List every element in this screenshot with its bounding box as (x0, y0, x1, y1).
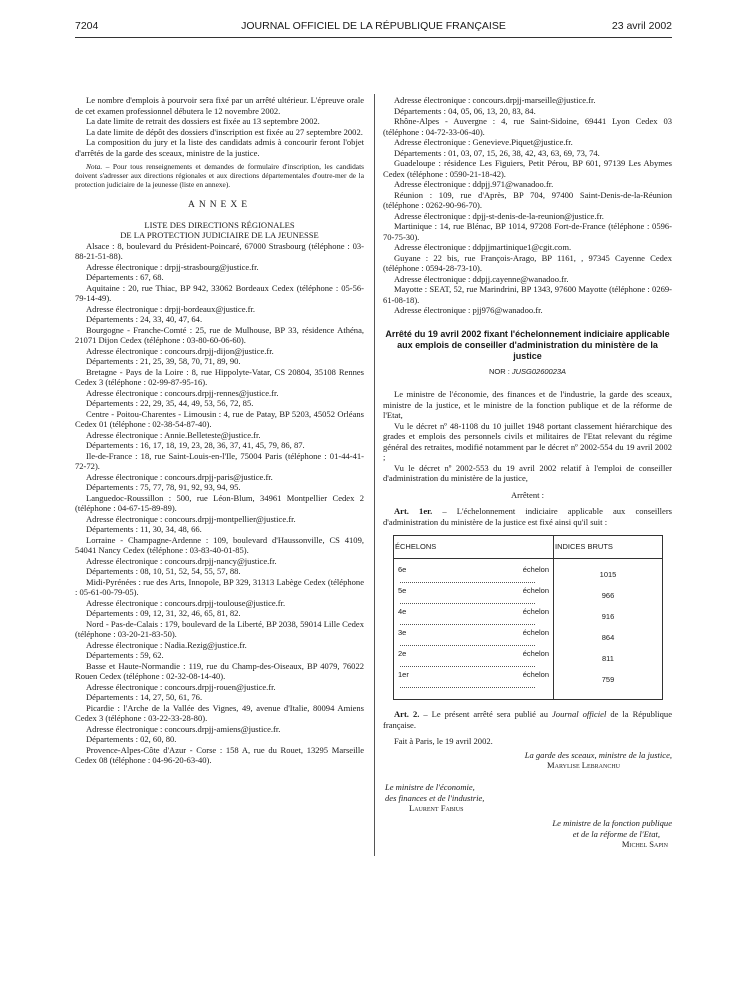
article-2 (383, 709, 672, 730)
region-email: Adresse électronique : concours.drpjj-dijon@justice.fr. (86, 345, 274, 356)
region-address: Lorraine - Champagne-Ardenne : 109, boulevard d'Haussonville, CS 4109, 54041 Nancy Cedex (téléphone : 03-83-40-01-85). (75, 534, 364, 555)
region-departments: Départements : 01, 03, 07, 15, 26, 38, 42, 43, 63, 69, 73, 74. (394, 147, 600, 158)
region-email: Adresse électronique : concours.drpjj-toulouse@justice.fr. (86, 597, 286, 608)
table-row (394, 586, 663, 607)
region-departments: Départements : 14, 27, 50, 61, 76. (86, 692, 203, 702)
region-departments: Départements : 59, 62. (86, 650, 164, 660)
indice-cell: 1015 (554, 559, 663, 587)
region-departments: Départements : 04, 05, 06, 13, 20, 83, 84. (394, 105, 536, 116)
region-address: Basse et Haute-Normandie : 119, rue du Champ-des-Oiseaux, BP 4079, 76022 Rouen Cedex (téléphone : 02-32-08-14-40). (75, 660, 364, 681)
echelon-cell (394, 628, 554, 649)
nota-text: – Pour tous renseignements et demandes de formulaire d'inscription, les candidats doivent s'adresser aux directions régionales et aux directions départementales d'outre-mer de la protection judiciaire de la jeunesse (liste en annexe). (75, 162, 364, 189)
region-address: Aquitaine : 20, rue Thiac, BP 942, 33062 Bordeaux Cedex (téléphone : 05-56-79-14-49). (75, 282, 364, 303)
col-header-echelons: ÉCHELONS (394, 536, 554, 559)
page-header (75, 20, 672, 34)
leader-dots (400, 639, 535, 646)
right-column (383, 95, 672, 771)
journal-title: JOURNAL OFFICIEL DE LA RÉPUBLIQUE FRANÇAISE (241, 20, 506, 32)
region-list (75, 241, 364, 745)
region-departments: Départements : 02, 60, 80. (86, 734, 177, 744)
region-address: Centre - Poitou-Charentes - Limousin : 4, rue de Patay, BP 5203, 45052 Orléans Cedex 01 (téléphone : 02-38-54-87-40). (75, 408, 364, 429)
echelon-label: 3e échelon (398, 628, 549, 637)
echelon-label: 6e échelon (398, 565, 549, 574)
column-divider (374, 94, 375, 856)
signatory-3-title-2: et de la réforme de l'Etat, (572, 828, 660, 839)
signatory-2-name: Laurent Fabius (409, 803, 464, 813)
indice-cell: 864 (554, 628, 663, 649)
echelon-cell (394, 607, 554, 628)
nor-reference (383, 367, 672, 378)
region-email: Adresse électronique : drpjj-bordeaux@justice.fr. (86, 303, 256, 314)
overseas-address: Guadeloupe : résidence Les Figuiers, Petit Pérou, BP 601, 97139 Les Abymes Cedex (téléphone : 0590-21-18-42). (383, 158, 672, 179)
decree-title: Arrêté du 19 avril 2002 fixant l'échelonnement indiciaire applicable aux emplois de conseiller d'administration du ministère de la justice (385, 328, 670, 361)
annexe-heading: ANNEXE (187, 200, 252, 210)
article-1-text: – L'échelonnement indiciaire applicable aux conseillers d'administration du ministère de la justice est fixé ainsi qu'il suit : (383, 506, 672, 527)
article-1-label: Art. 1er. (394, 506, 433, 516)
region-address: Provence-Alpes-Côte d'Azur - Corse : 158 A, rue du Rouet, 13295 Marseille Cedex 08 (téléphone : 04-96-20-63-40). (75, 744, 364, 765)
region-email: Adresse électronique : Genevieve.Piquet@justice.fr. (394, 137, 573, 147)
article-2-label: Art. 2. (394, 709, 420, 719)
signatory-1-name: Marylise Lebranchu (547, 760, 620, 770)
echelon-table (393, 535, 663, 700)
preamble: Le ministre de l'économie, des finances et de l'industrie, la garde des sceaux, ministre de la justice, et le ministre de la fonction publique et de la réforme de l'Etat, (383, 389, 672, 420)
region-departments: Départements : 16, 17, 18, 19, 23, 28, 36, 37, 41, 45, 79, 86, 87. (86, 440, 305, 450)
signatory-2-title-1: Le ministre de l'économie, (385, 782, 475, 792)
overseas-list (383, 158, 672, 316)
article-1 (383, 506, 672, 527)
region-email: Adresse électronique : drpjj-strasbourg@justice.fr. (86, 261, 259, 272)
region-email: Adresse électronique : concours.drpjj-rennes@justice.fr. (86, 387, 279, 398)
region-email: Adresse électronique : concours.drpjj-nancy@justice.fr. (86, 555, 277, 566)
echelon-cell (394, 559, 554, 587)
signatory-3-name: Michel Sapin (621, 839, 668, 849)
region-address: Languedoc-Roussillon : 500, rue Léon-Blum, 34961 Montpellier Cedex 2 (téléphone : 04-67-15-89-89). (75, 492, 364, 513)
signatory-1-title: La garde des sceaux, ministre de la justice, (524, 749, 672, 760)
paragraph: La date limite de dépôt des dossiers d'inscription est fixée au 27 septembre 2002. (86, 126, 363, 137)
overseas-address: Réunion : 109, rue d'Après, BP 704, 97400 Saint-Denis-de-la-Réunion (téléphone : 0262-90-96-70). (383, 189, 672, 210)
region-departments: Départements : 21, 25, 39, 58, 70, 71, 89, 90. (86, 356, 241, 366)
region-address: Picardie : l'Arche de la Vallée des Vignes, 49, avenue d'Italie, 80094 Amiens Cedex 3 (téléphone : 03-22-33-28-80). (75, 702, 364, 723)
nor-label: NOR : (488, 366, 512, 376)
signatory-2-title-2: des finances et de l'industrie, (385, 792, 485, 803)
signatory-2 (385, 782, 484, 814)
header-rule (75, 37, 672, 38)
issue-date: 23 avril 2002 (611, 20, 672, 32)
leader-dots (400, 681, 535, 688)
paragraph: La composition du jury et la liste des candidats admis à concourir feront l'objet d'arrêtés de la garde des sceaux, ministre de la justice. (75, 137, 364, 158)
region-address: Midi-Pyrénées : rue des Arts, Innopole, BP 329, 31313 Labège Cedex (téléphone : 05-61-00-79-05). (75, 576, 364, 597)
region-email: Adresse électronique : Nadia.Rezig@justice.fr. (86, 639, 247, 650)
page-number: 7204 (75, 20, 99, 32)
region-address: Nord - Pas-de-Calais : 179, boulevard de la Liberté, BP 2038, 59014 Lille Cedex (téléphone : 03-20-21-83-50). (75, 618, 364, 639)
region-address: Bourgogne - Franche-Comté : 25, rue de Mulhouse, BP 33, résidence Athéna, 21071 Dijon Cedex (téléphone : 03-80-60-06-60). (75, 324, 364, 345)
overseas-address: Mayotte : SEAT, 52, rue Marindrini, BP 1343, 97600 Mayotte (téléphone : 0269-61-08-18). (383, 284, 672, 305)
overseas-email: Adresse électronique : dpjj-st-denis-de-la-reunion@justice.fr. (394, 210, 604, 221)
nota-label: Nota. (86, 162, 103, 171)
signatory-3-title-1: Le ministre de la fonction publique (552, 818, 672, 828)
article-2-text-end: de la République française. (383, 709, 672, 730)
echelon-cell (394, 670, 554, 700)
table-row (394, 649, 663, 670)
overseas-email: Adresse électronique : ddpjj.971@wanadoo.fr. (394, 179, 554, 189)
region-departments: Départements : 22, 29, 35, 44, 49, 53, 56, 72, 85. (86, 398, 254, 408)
region-departments: Départements : 75, 77, 78, 91, 92, 93, 94, 95. (86, 482, 241, 492)
region-address: Alsace : 8, boulevard du Président-Poincaré, 67000 Strasbourg (téléphone : 03-88-21-51-88). (75, 240, 364, 261)
leader-dots (400, 660, 535, 667)
article-2-text: – Le présent arrêté sera publié au (419, 709, 553, 719)
region-departments: Départements : 67, 68. (86, 272, 164, 282)
paragraph: La date limite de retrait des dossiers est fixée au 13 septembre 2002. (86, 116, 320, 126)
table-row (394, 670, 663, 700)
region-address: Rhône-Alpes - Auvergne : 4, rue Saint-Sidoine, 69441 Lyon Cedex 03 (téléphone : 04-72-33-06-40). (383, 116, 672, 137)
leader-dots (400, 576, 535, 583)
nota-paragraph (75, 162, 364, 189)
region-email: Adresse électronique : Annie.Belleteste@justice.fr. (86, 429, 261, 440)
list-title: LISTE DES DIRECTIONS RÉGIONALES (144, 219, 295, 230)
visa-2: Vu le décret nº 2002-553 du 19 avril 2002 relatif à l'emploi de conseiller d'administration du ministère de la justice, (383, 462, 672, 483)
table-row (394, 607, 663, 628)
leader-dots (400, 597, 535, 604)
echelon-cell (394, 586, 554, 607)
indice-cell: 966 (554, 586, 663, 607)
region-email: Adresse électronique : concours.drpjj-amiens@justice.fr. (86, 723, 281, 734)
region-email: Adresse électronique : concours.drpjj-paris@justice.fr. (86, 471, 273, 482)
region-departments: Départements : 11, 30, 34, 48, 66. (86, 524, 202, 534)
indice-cell: 811 (554, 649, 663, 670)
region-email: Adresse électronique : concours.drpjj-marseille@justice.fr. (394, 95, 596, 105)
visa-1: Vu le décret nº 48-1108 du 10 juillet 1948 portant classement hiérarchique des grades et emplois des personnels civils et militaires de l'Etat relevant du régime général des retraites, modifié notamment par le décret nº 2002-554 du 19 avril 2002 ; (383, 420, 672, 462)
left-column (75, 95, 364, 766)
echelon-cell (394, 649, 554, 670)
overseas-address: Martinique : 14, rue Blénac, BP 1014, 97208 Fort-de-France (téléphone : 0596-70-75-30). (383, 221, 672, 242)
indice-cell: 759 (554, 670, 663, 700)
overseas-email: Adresse électronique : ddpjj.cayenne@wanadoo.fr. (394, 273, 569, 284)
overseas-email: Adresse électronique : ddpjjmartinique1@cgit.com. (394, 242, 572, 252)
col-header-indices: INDICES BRUTS (554, 536, 663, 559)
region-address: Bretagne - Pays de la Loire : 8, rue Hippolyte-Vatar, CS 20804, 35108 Rennes Cedex 3 (téléphone : 02-99-87-95-16). (75, 366, 364, 387)
overseas-email: Adresse électronique : pjj976@wanadoo.fr. (394, 305, 543, 315)
region-departments: Départements : 09, 12, 31, 32, 46, 65, 81, 82. (86, 608, 241, 618)
region-departments: Départements : 08, 10, 51, 52, 54, 55, 57, 88. (86, 566, 241, 576)
echelon-label: 1er échelon (398, 670, 549, 679)
list-subtitle: DE LA PROTECTION JUDICIAIRE DE LA JEUNESSE (120, 230, 319, 240)
leader-dots (400, 618, 535, 625)
table-row (394, 559, 663, 587)
echelon-label: 2e échelon (398, 649, 549, 658)
indice-cell: 916 (554, 607, 663, 628)
region-email: Adresse électronique : concours.drpjj-rouen@justice.fr. (86, 681, 276, 692)
table-row (394, 628, 663, 649)
nor-code: JUSG0260023A (511, 366, 567, 376)
echelon-label: 4e échelon (398, 607, 549, 616)
echelon-label: 5e échelon (398, 586, 549, 595)
region-departments: Départements : 24, 33, 40, 47, 64. (86, 314, 203, 324)
overseas-address: Guyane : 22 bis, rue François-Arago, BP 1161, , 97345 Cayenne Cedex (téléphone : 0594-28-73-10). (383, 252, 672, 273)
fait-a-paris: Fait à Paris, le 19 avril 2002. (394, 736, 493, 746)
region-email: Adresse électronique : concours.drpjj-montpellier@justice.fr. (86, 513, 296, 524)
signatory-3 (552, 818, 672, 850)
arretent: Arrêtent : (511, 489, 544, 500)
region-address: Ile-de-France : 18, rue Saint-Louis-en-l'Ile, 75004 Paris (téléphone : 01-44-41-72-72). (75, 450, 364, 471)
journal-name: Journal officiel (552, 709, 607, 719)
paragraph: Le nombre d'emplois à pourvoir sera fixé par un arrêté ultérieur. L'épreuve orale de cet examen professionnel débutera le 12 novembre 2002. (75, 95, 364, 116)
